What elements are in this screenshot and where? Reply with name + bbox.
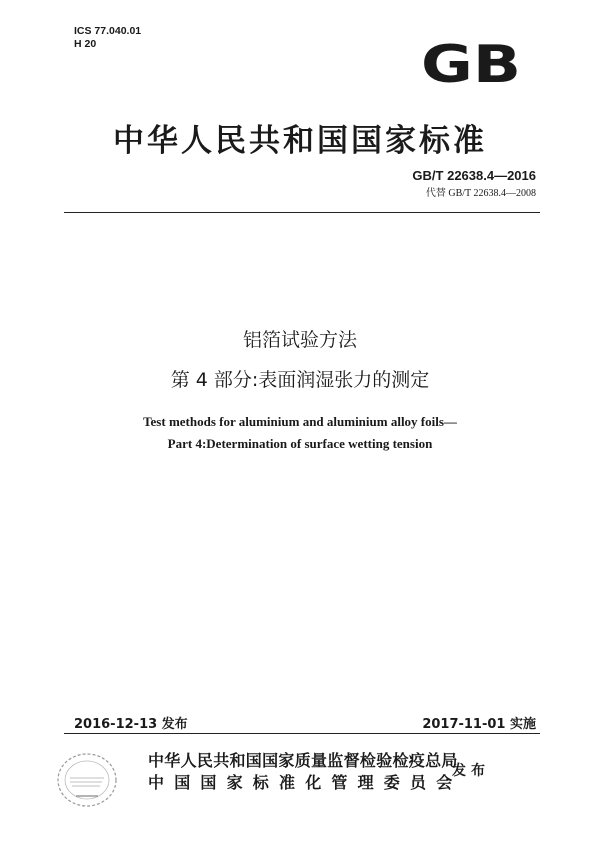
gb-logo-text: GB xyxy=(421,38,521,90)
publish-label: 发布 xyxy=(452,763,490,779)
header-rule xyxy=(64,212,540,213)
document-title-en: Test methods for aluminium and aluminium alloy foils— xyxy=(143,414,457,429)
replaces-standard: 代替 GB/T 22638.4—2008 xyxy=(425,188,536,199)
gb-logo xyxy=(418,38,524,90)
footer-rule xyxy=(64,733,540,734)
issue-date: 2016-12-13 发布 xyxy=(74,717,188,732)
standard-number: GB/T 22638.4—2016 xyxy=(412,168,536,183)
issuing-authority-2: 中国国家标准化管理委员会 xyxy=(148,773,463,792)
document-title-cn: 铝箔试验方法 xyxy=(242,329,357,351)
standard-category-title: 中华人民共和国国家标准 xyxy=(113,123,487,159)
document-subtitle-en: Part 4:Determination of surface wetting tension xyxy=(167,436,433,451)
issuing-authority-1: 中华人民共和国国家质量监督检验检疫总局 xyxy=(148,751,458,770)
document-subtitle-cn: 第 4 部分:表面润湿张力的测定 xyxy=(170,369,430,391)
implementation-date: 2017-11-01 实施 xyxy=(422,717,536,732)
ccs-code: H 20 xyxy=(74,38,97,50)
ics-code: ICS 77.040.01 xyxy=(74,25,142,37)
classification-codes xyxy=(74,25,141,51)
seal-stamp-icon xyxy=(56,752,118,808)
